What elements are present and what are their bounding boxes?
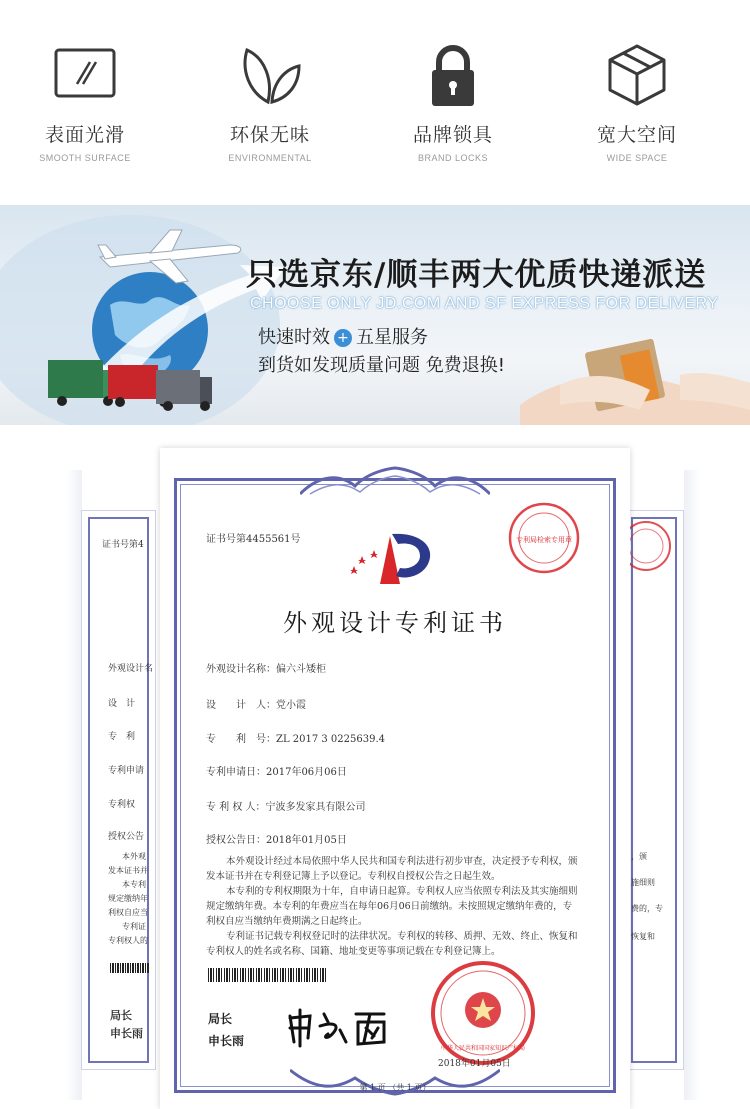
certificate-body (206, 854, 586, 959)
body-line: 发本证书并在专利登记簿上予以登记。专利权自授权公告之日起生效。 (206, 871, 501, 882)
certificates-section (0, 430, 750, 1109)
body-line: 规定缴纳年费。本专利的年费应当在每年06月06日前缴纳。未按照规定缴纳年费的，专 (206, 901, 573, 912)
inspection-seal-icon (506, 500, 582, 576)
feature-subtitle: BRAND LOCKS (417, 153, 489, 163)
banner-illustration (0, 205, 750, 425)
body-line: 本外观设计经过本局依照中华人民共和国专利法进行初步审查，决定授予专利权，颁 (226, 856, 578, 867)
seal-bottom-text: 中华人民共和国国家知识产权局 (440, 1045, 526, 1052)
lock-icon (418, 40, 488, 110)
left-cert-body: 利权自应当 (108, 908, 148, 917)
patent-office-logo (344, 526, 444, 590)
banner-star-service-text: 五星服务 (356, 327, 428, 348)
leaf-icon (235, 40, 305, 110)
left-cert-body: 本专利 (122, 880, 146, 889)
left-cert-row: 授权公告 (108, 832, 145, 842)
left-page-shadow (66, 470, 82, 1100)
feature-subtitle: SMOOTH SURFACE (39, 153, 131, 163)
designer: 设 计 人：党小霞 (206, 700, 306, 711)
cube-icon (602, 40, 672, 110)
certificate-number: 证书号第4455561号 (206, 534, 301, 545)
left-cert-row: 外观设计名 (108, 664, 154, 674)
right-cert-body: ，颁 (631, 852, 647, 861)
left-cert-row: 专利申请 (108, 766, 145, 776)
feature-title: 品牌锁具 (412, 124, 493, 146)
plus-icon: + (334, 329, 352, 347)
smooth-surface-icon (50, 40, 120, 110)
page-indicator: 第 1 页 （共 1 页） (359, 1083, 431, 1092)
right-certificate (624, 510, 684, 1070)
patent-certificate (160, 448, 630, 1109)
feature-subtitle: WIDE SPACE (606, 153, 668, 163)
left-chief-title: 局长 (110, 1009, 132, 1022)
body-line: 利权自应当缴纳年费期满之日起终止。 (206, 916, 368, 927)
right-seal-icon (624, 519, 673, 573)
body-line: 专利权人的姓名或名称、国籍、地址变更等事项记载在专利登记簿上。 (206, 946, 501, 957)
certificate-title: 外观设计专利证书 (283, 609, 507, 637)
left-barcode (110, 963, 150, 973)
design-name: 外观设计名称：偏六斗矮柜 (206, 664, 326, 675)
right-cert-body: 费的，专 (631, 904, 663, 913)
chief-title: 局长 (208, 1012, 233, 1026)
seal-top-text: 专利局检索专用章 (516, 536, 572, 544)
feature-wide-space (562, 40, 712, 163)
right-page-shadow (684, 470, 700, 1100)
certificate-barcode (208, 968, 328, 982)
feature-smooth-surface (10, 40, 160, 163)
state-ip-office-seal-icon (428, 958, 538, 1068)
package-hands-illustration (520, 338, 750, 425)
signature (284, 1008, 394, 1048)
patent-holder: 专 利 权 人：宁波多发家具有限公司 (206, 802, 366, 813)
body-line: 本专利的专利权期限为十年，自申请日起算。专利权人应当依照专利法及其实施细则 (226, 886, 578, 897)
left-cert-body: 发本证书并 (108, 866, 148, 875)
banner-return-policy: 到货如发现质量问题 免费退换! (258, 355, 505, 376)
left-cert-row: 专 利 (108, 732, 136, 742)
certificate-frame (631, 517, 677, 1063)
feature-environmental (195, 40, 345, 163)
banner-subtitle: CHOOSE ONLY JD.COM AND SF EXPRESS FOR DELIVERY (250, 295, 719, 312)
feature-title: 宽大空间 (596, 124, 677, 146)
body-line: 专利证书记载专利权登记时的法律状况。专利权的转移、质押、无效、终止、恢复和 (226, 931, 578, 942)
feature-title: 表面光滑 (44, 124, 125, 146)
feature-brand-locks (378, 40, 528, 163)
filing-date: 专利申请日：2017年06月06日 (206, 767, 347, 778)
seal-date: 2018年01月05日 (438, 1059, 511, 1069)
grant-date: 授权公告日：2018年01月05日 (206, 835, 347, 846)
left-chief-name: 申长雨 (110, 1027, 143, 1040)
left-cert-body: 本外观 (122, 852, 146, 861)
left-cert-body: 专利证 (122, 922, 146, 931)
right-cert-body: 施细则 (631, 878, 655, 887)
feature-title: 环保无味 (229, 124, 310, 146)
left-cert-row: 设 计 (108, 699, 136, 709)
chief-name: 申长雨 (208, 1034, 245, 1048)
left-cert-body: 规定缴纳年 (108, 894, 148, 903)
right-cert-body: 恢复和 (631, 932, 655, 941)
delivery-banner (0, 205, 750, 425)
banner-service-line (258, 323, 428, 349)
frame-ornament-top (300, 464, 490, 500)
features-row (0, 0, 750, 200)
feature-subtitle: ENVIRONMENTAL (228, 153, 312, 163)
banner-fast-text: 快速时效 (258, 327, 330, 348)
left-cert-row: 专利权 (108, 800, 136, 810)
left-cert-number: 证书号第4 (102, 540, 144, 550)
left-certificate (81, 510, 156, 1070)
banner-title: 只选京东/顺丰两大优质快递派送 (246, 257, 707, 293)
patent-number: 专 利 号：ZL 2017 3 0225639.4 (206, 734, 386, 745)
certificate-frame (88, 517, 149, 1063)
left-cert-body: 专利权人的 (108, 936, 148, 945)
